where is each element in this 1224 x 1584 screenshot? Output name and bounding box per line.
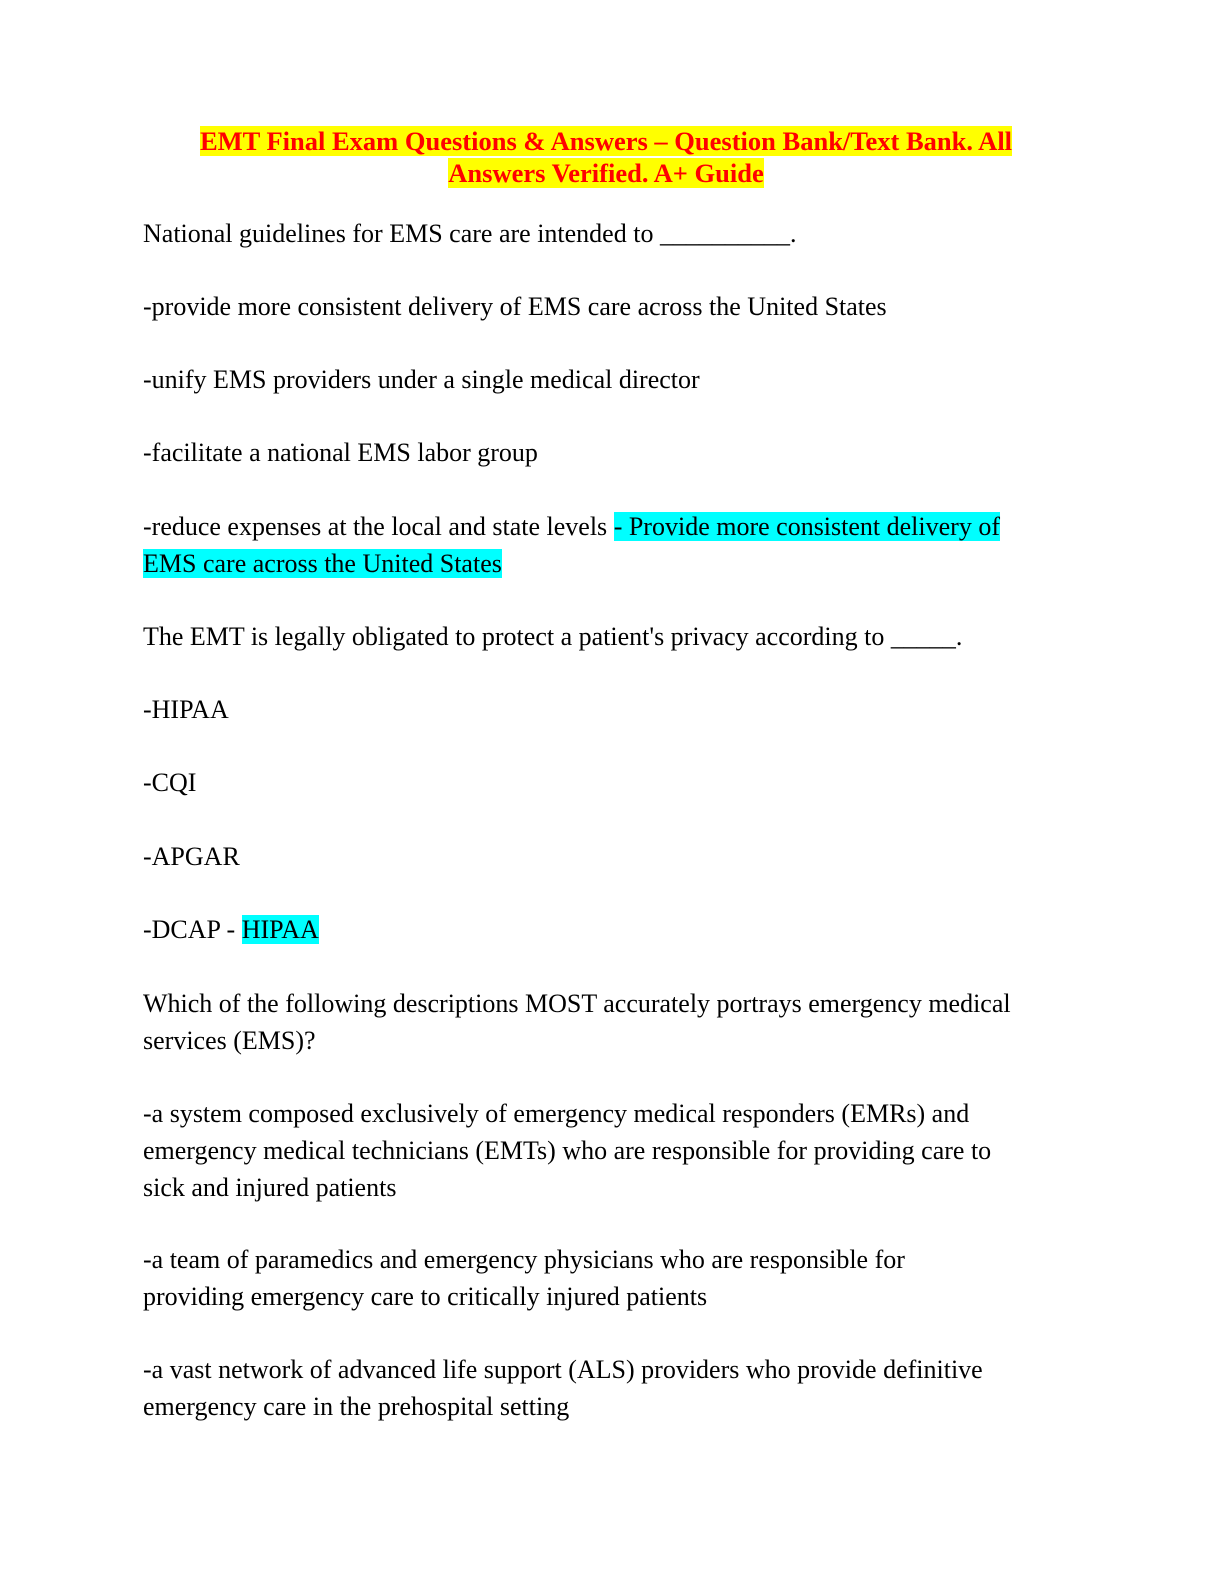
question-2-option-3: -APGAR bbox=[143, 842, 240, 871]
question-3-option-1-line-1: -a system composed exclusively of emergency medical responders (EMRs) and bbox=[143, 1099, 970, 1128]
question-1-text: National guidelines for EMS care are intended to __________. bbox=[143, 219, 797, 248]
question-2-option-2: -CQI bbox=[143, 768, 197, 797]
question-3-option-3-line-1: -a vast network of advanced life support (ALS) providers who provide definitive bbox=[143, 1355, 983, 1384]
question-1-option-2: -unify EMS providers under a single medical director bbox=[143, 365, 700, 394]
question-3-line-2: services (EMS)? bbox=[143, 1026, 316, 1055]
question-3-option-3-line-2: emergency care in the prehospital setting bbox=[143, 1392, 570, 1421]
question-2-text: The EMT is legally obligated to protect a patient's privacy according to _____. bbox=[143, 622, 963, 651]
title-line-1: EMT Final Exam Questions & Answers – Question Bank/Text Bank. All bbox=[199, 126, 1013, 156]
question-3-option-2 bbox=[143, 1241, 1083, 1315]
question-1-answer-line-1: - Provide more consistent delivery of bbox=[613, 512, 1000, 541]
question-3-option-3 bbox=[143, 1351, 1083, 1425]
question-2-answer: HIPAA bbox=[241, 915, 319, 944]
question-2-option-4: -DCAP - bbox=[143, 915, 242, 944]
question-1-option-3: -facilitate a national EMS labor group bbox=[143, 438, 538, 467]
question-2-option-4-with-answer bbox=[143, 911, 1083, 948]
question-3-option-2-line-1: -a team of paramedics and emergency physicians who are responsible for bbox=[143, 1245, 905, 1274]
question-3-option-1-line-3: sick and injured patients bbox=[143, 1173, 397, 1202]
question-1-option-1: -provide more consistent delivery of EMS care across the United States bbox=[143, 292, 887, 321]
question-3-line-1: Which of the following descriptions MOST accurately portrays emergency medical bbox=[143, 989, 1011, 1018]
question-3-option-1 bbox=[143, 1095, 1083, 1206]
question-3-option-2-line-2: providing emergency care to critically injured patients bbox=[143, 1282, 708, 1311]
title-line-2: Answers Verified. A+ Guide bbox=[448, 158, 764, 188]
question-1-option-4-with-answer bbox=[143, 508, 1083, 582]
question-1-option-4: -reduce expenses at the local and state levels bbox=[143, 512, 614, 541]
question-3-text bbox=[143, 985, 1083, 1059]
question-1-answer-line-2: EMS care across the United States bbox=[143, 549, 502, 578]
question-2-option-1: -HIPAA bbox=[143, 695, 229, 724]
document-title bbox=[140, 125, 1072, 189]
question-3-option-1-line-2: emergency medical technicians (EMTs) who are responsible for providing care to bbox=[143, 1136, 992, 1165]
